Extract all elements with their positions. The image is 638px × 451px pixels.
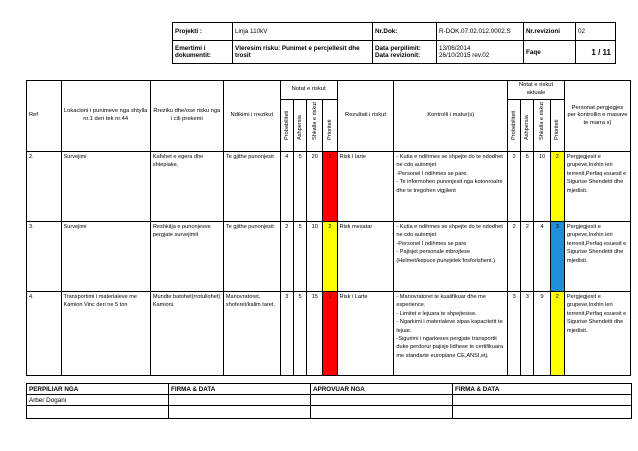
cell-ref: 2. (27, 152, 62, 222)
cell-rezultati: Risk I larte (337, 152, 394, 222)
cell-probabiliteti-aktual: 2 (508, 152, 521, 222)
cell-prioriteti: 1 (323, 292, 337, 376)
cell-ref: 4. (27, 292, 62, 376)
firma-data-label-2: FIRMA & DATA (453, 384, 632, 395)
aprovuar-label: APROVUAR NGA (311, 384, 453, 395)
cell-ashpersia-aktual: 2 (521, 222, 534, 292)
empty-cell (169, 406, 311, 419)
cell-ref: 3. (27, 222, 62, 292)
nrrevizioni-value: 02 (576, 23, 616, 41)
cell-prioriteti-aktual: 3 (550, 222, 564, 292)
nrrevizioni-label: Nr.revizioni (524, 23, 576, 41)
risk-assessment-table (26, 80, 631, 376)
perpiliar-name: Arber Dogani (27, 395, 169, 406)
cell-ndikimi: Te gjithe punonjesit (223, 222, 280, 292)
col-shkalla-aktual: Shkalla e riskut (534, 100, 550, 152)
cell-probabiliteti-aktual: 2 (508, 222, 521, 292)
signature-footer-table (26, 383, 632, 419)
col-ndikimi: Ndikimi i rrezikut (223, 81, 280, 152)
cell-rezultati: Risk i Larte (337, 292, 394, 376)
cell-ashpersia-aktual: 3 (521, 292, 534, 376)
cell-shkalla-aktual: 4 (534, 222, 550, 292)
col-probabiliteti: Probabiliteti (280, 100, 293, 152)
cell-rezultati: Risk mesatar (337, 222, 394, 292)
cell-rreziku: Kafshet e egera dhe shtepiake, (150, 152, 223, 222)
projekti-label: Projekti : (173, 23, 233, 41)
table-row (27, 222, 631, 292)
faqe-label: Faqe (524, 41, 576, 64)
col-rreziku: Rreziku dhe/ose risku nga i cili prekemi (150, 81, 223, 152)
cell-shkalla-aktual: 10 (534, 152, 550, 222)
projekti-value: Linja 110kV (233, 23, 373, 41)
cell-rreziku: Mundte batohet(rrotullohet) Kamioni. (150, 292, 223, 376)
faqe-value: 1 / 11 (576, 41, 616, 64)
cell-ndikimi: Manovratoret, shoferet/kalim taret. (223, 292, 280, 376)
cell-shkalla-aktual: 9 (534, 292, 550, 376)
cell-lokacioni: Survejimi (61, 222, 150, 292)
col-kontrolli: Kontrolli i matur(s) (394, 81, 508, 152)
table-row (27, 292, 631, 376)
empty-cell (453, 406, 632, 419)
col-probabiliteti-aktual: Probabiliteti (508, 100, 521, 152)
col-rezultati: Rezultati i riskut (337, 81, 394, 152)
cell-ashpersia: 5 (293, 292, 306, 376)
nrdok-label: Nr.Dok: (373, 23, 437, 41)
firma-cell-2 (453, 395, 632, 406)
col-ashpersia-aktual: Ashpersia (521, 100, 534, 152)
cell-probabiliteti: 4 (280, 152, 293, 222)
cell-probabiliteti-aktual: 3 (508, 292, 521, 376)
col-prioriteti: Prioriteti (323, 100, 337, 152)
emertimi-label: Emertimi i dokumentit: (173, 41, 233, 64)
cell-shkalla: 15 (307, 292, 323, 376)
cell-probabiliteti: 2 (280, 222, 293, 292)
cell-kontrolli: - Manovratoret te kualifikuar dhe me experience. - Limitet e lejuara te shpejtesise. - Ngarkimi i materialeve sipas kapacitetit te lejuar. -Sigurimi i ngarkeses pergjate transportit duke perdorur pajisje lidhese te certifikuara me standarte europiane CE,ANSI,etj. (394, 292, 508, 376)
col-ref: Ref (27, 81, 62, 152)
document-header-table (172, 22, 616, 64)
empty-cell (27, 406, 169, 419)
table-row (27, 152, 631, 222)
col-prioriteti-aktual: Prioriteti (550, 100, 564, 152)
cell-rreziku: Reshkitja e punonjesve pergjate survejimit (150, 222, 223, 292)
cell-ashpersia-aktual: 5 (521, 152, 534, 222)
cell-ndikimi: Te gjithe punonjesit (223, 152, 280, 222)
cell-lokacioni: Survejimi (61, 152, 150, 222)
firma-data-label-1: FIRMA & DATA (169, 384, 311, 395)
col-notat: Notat e riskut (280, 81, 337, 100)
cell-prioriteti-aktual: 2 (550, 292, 564, 376)
cell-prioriteti-aktual: 2 (550, 152, 564, 222)
aprovuar-cell (311, 395, 453, 406)
cell-personat: Pergjegjesit e grupeve,Inxhin ieri terrenit,Perfaq esuesit e Sigurise Shendetit dhe mjedisit. (564, 222, 630, 292)
cell-kontrolli: - Kutia e ndihmes se shpejte do te ndodhet ne cdo automjet -Personel I ndihmes se pare - Pajisjet personale mbrojtese (Helmet/kepuce punejelek fosforishent.) (394, 222, 508, 292)
cell-probabiliteti: 3 (280, 292, 293, 376)
cell-ashpersia: 5 (293, 222, 306, 292)
col-shkalla: Shkalla e riskut (307, 100, 323, 152)
firma-cell-1 (169, 395, 311, 406)
cell-lokacioni: Transportimi i materialeve me Kamion Vinc deri ne 5 ton (61, 292, 150, 376)
data-value: 13/06/2014 26/10/2015 rev.02 (437, 41, 524, 64)
empty-cell (311, 406, 453, 419)
cell-personat: Pergjegjesit e grupeve,Inxhin ieri terrenit,Perfaq esuesit e Sigurise Shendetit dhe mjedisit. (564, 152, 630, 222)
col-personat: Personat pergjegjes per kontrollin e masave te marra s) (564, 81, 630, 152)
cell-prioriteti: 2 (323, 222, 337, 292)
perpiliar-label: PERPILIAR NGA (27, 384, 169, 395)
cell-shkalla: 20 (307, 152, 323, 222)
cell-personat: Pergjegjesit e grupeve,Inxhin ieri terrenit,Perfaq esuesit e Sigurise Shendetit dhe mjedisit. (564, 292, 630, 376)
cell-prioriteti: 1 (323, 152, 337, 222)
nrdok-value: R-DOK.07.02.012.0002.S (437, 23, 524, 41)
cell-ashpersia: 5 (293, 152, 306, 222)
data-label: Data perpilimit: Data revizionit: (373, 41, 437, 64)
col-ashpersia: Ashpersia (293, 100, 306, 152)
col-lokacioni: Lokacioni i punimeve nga shtylla nr.1 deri tek nr.44 (61, 81, 150, 152)
col-notat-aktuale: Notat e riskut aktuale (508, 81, 565, 100)
emertimi-value: Vleresim risku: Punimet e percjellesit dhe trosit (233, 41, 373, 64)
cell-kontrolli: - Kutia e ndihmes se shpejte do te ndodhet ne cdo automjet -Personel I ndihmes se pare. - Te informohen punonjesit nga kotonroalre dhe te tregohen vigjilent (394, 152, 508, 222)
cell-shkalla: 10 (307, 222, 323, 292)
